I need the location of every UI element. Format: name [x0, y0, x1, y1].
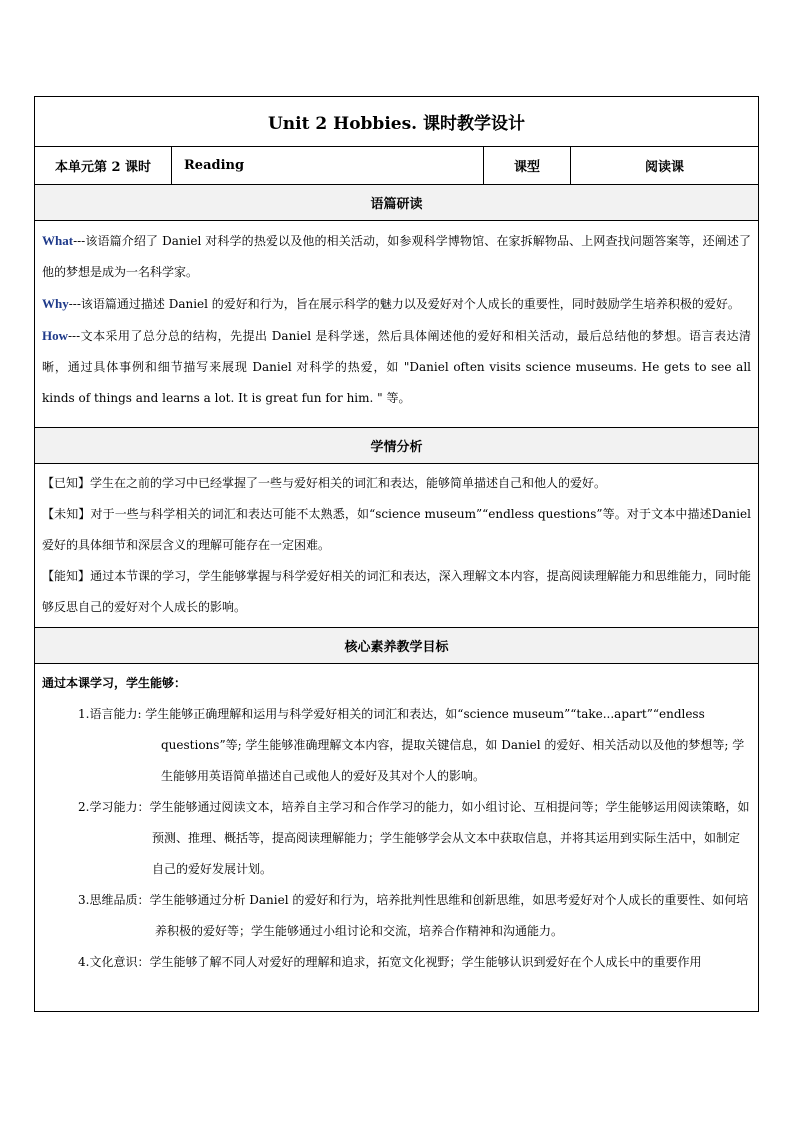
- objective-item: 1.语言能力: 学生能够正确理解和运用与科学爱好相关的词汇和表达，如“science museum”“take...apart”“endless questions”等; 学生能够准确理解文本内容，提取关键信息，如 Daniel 的爱好、相关活动以及他的梦想等; 学生能够用英语简单描述自己或他人的爱好及其对个人的影响。: [78, 707, 745, 783]
- how-text: ---文本采用了总分总的结构，先提出 Daniel 是科学迷，然后具体阐述他的爱好和相关活动，最后总结他的梦想。语言表达清晰，通过具体事例和细节描写来展现 Daniel 对科学的热爱，如 "Daniel often visits science museums. He gets to see all kinds of things and learns a lot. It is great fun for him. " 等。: [42, 329, 751, 405]
- objective-item: 2.学习能力：学生能够通过阅读文本，培养自主学习和合作学习的能力，如小组讨论、互相提问等；学生能够运用阅读策略，如预测、推理、概括等，提高阅读理解能力；学生能够学会从文本中获取信息，并将其运用到实际生活中，如制定自己的爱好发展计划。: [78, 800, 750, 876]
- why-label: Why: [42, 296, 69, 311]
- lesson-plan-table: [34, 96, 759, 1012]
- section-heading-objectives: 核心素养教学目标: [35, 628, 758, 664]
- why-text: ---该语篇通过描述 Daniel 的爱好和行为，旨在展示科学的魅力以及爱好对个人成长的重要性，同时鼓励学生培养积极的爱好。: [68, 297, 740, 311]
- section-heading-student-analysis: 学情分析: [35, 428, 758, 464]
- unknown-paragraph: 【未知】对于一些与科学相关的词汇和表达可能不太熟悉，如“science museum”“endless questions”等。对于文本中描述Daniel爱好的具体细节和深层含义的理解可能存在一定困难。: [42, 507, 751, 552]
- known-paragraph: 【已知】学生在之前的学习中已经掌握了一些与爱好相关的词汇和表达，能够简单描述自己和他人的爱好。: [42, 476, 607, 490]
- student-analysis-content: [35, 464, 758, 628]
- document-title: Unit 2 Hobbies. 课时教学设计: [35, 97, 758, 147]
- objective-item: 3.思维品质：学生能够通过分析 Daniel 的爱好和行为，培养批判性思维和创新思维，如思考爱好对个人成长的重要性、如何培养积极的爱好等；学生能够通过小组讨论和交流，培养合作精神和沟通能力。: [78, 893, 749, 938]
- type-label: 课型: [484, 147, 571, 184]
- lesson-label: 本单元第 2 课时: [35, 147, 172, 184]
- objectives-content: [35, 664, 758, 1011]
- objective-item: 4.文化意识：学生能够了解不同人对爱好的理解和追求，拓宽文化视野；学生能够认识到爱好在个人成长中的重要作用: [78, 955, 702, 969]
- why-paragraph: [42, 288, 751, 320]
- section-heading-text-analysis: 语篇研读: [35, 185, 758, 221]
- how-label: How: [42, 328, 68, 343]
- info-row: [35, 147, 758, 185]
- lesson-value: Reading: [172, 147, 484, 184]
- what-paragraph: [42, 225, 751, 288]
- able-paragraph: 【能知】通过本节课的学习，学生能够掌握与科学爱好相关的词汇和表达，深入理解文本内容，提高阅读理解能力和思维能力，同时能够反思自己的爱好对个人成长的影响。: [42, 569, 751, 614]
- what-label: What: [42, 233, 74, 248]
- what-text: ---该语篇介绍了 Daniel 对科学的热爱以及他的相关活动，如参观科学博物馆、在家拆解物品、上网查找问题答案等，还阐述了他的梦想是成为一名科学家。: [42, 234, 751, 279]
- type-value: 阅读课: [644, 160, 684, 175]
- text-analysis-content: [35, 221, 758, 428]
- how-paragraph: [42, 320, 751, 414]
- objectives-intro: 通过本课学习，学生能够：: [42, 676, 187, 690]
